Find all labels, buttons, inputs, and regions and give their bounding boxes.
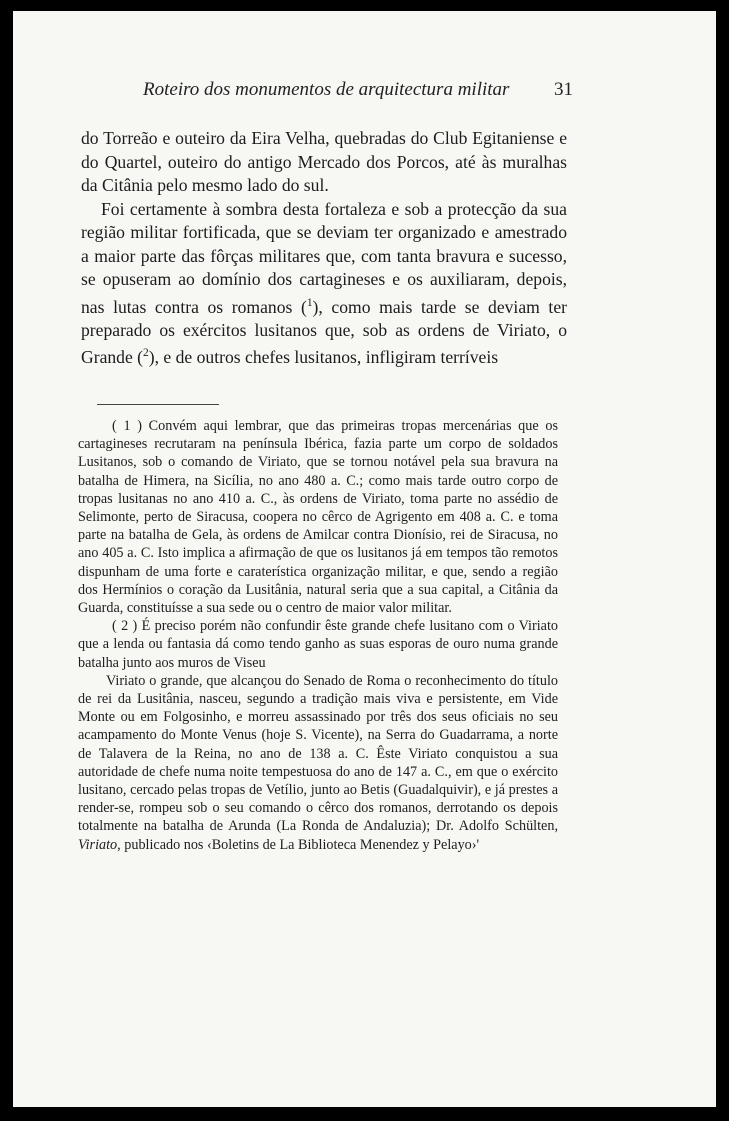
- running-title: Roteiro dos monumentos de arquitectura militar: [143, 79, 510, 100]
- footnote-divider: [97, 404, 219, 405]
- main-text: [81, 127, 567, 370]
- footnote-ref: 2: [143, 347, 149, 360]
- footnote: ( 2 ) É preciso porém não confundir êste grande chefe lusitano com o Viriato que a lenda ou fantasia dá como tendo ganho as suas esporas de ouro numa grande batalha junto aos muros de Viseu: [78, 618, 558, 671]
- running-header: [143, 79, 573, 101]
- footnote-text: , publicado nos ‹Boletins de La Biblioteca Menendez y Pelayo›': [117, 836, 480, 853]
- paragraph-text: ), como mais tarde se deviam ter preparado os exércitos lusitanos que, sob as ordens de Viriato, o Grande (: [81, 296, 567, 368]
- footnote: ( 1 ) Convém aqui lembrar, que das primeiras tropas mercenárias que os cartagineses recrutaram na península Ibérica, fazia parte um corpo de soldados Lusitanos, sob o comando de Viriato, que se tornou notável pela sua bravura na batalha de Himera, na Sicília, no ano 480 a. C.; como mais tarde outro corpo de tropas lusitanas no ano 410 a. C., às ordens de Viriato, toma parte no assédio de Selimonte, perto de Siracusa, coopera no cêrco de Agrigento em 408 a. C. e toma parte na batalha de Gela, às ordens de Amilcar contra Dionísio, rei de Siracusa, no ano 405 a. C. Isto implica a afirmação de que os lusitanos já em tempos tão remotos dispunham de uma forte e caraterística organização militar, e que, sendo a região dos Hermínios o coração da Lusitânia, natural seria que a sua capital, a Citânia da Guarda, constituísse a sua sede ou o centro de maior valor militar.: [78, 418, 558, 617]
- footnote-text: Viriato o grande, que alcançou do Senado de Roma o reconhecimento do título de rei da Lusitânia, nasceu, segundo a tradição mais viva e persistente, em Vide Monte ou em Folgosinho, e morreu assassinado por três dos seus oficiais no seu acampamento do Monte Venus (hoje S. Vicente), na Serra do Guadarrama, a norte de Talavera de la Reina, no ano de 138 a. C. Êste Viriato conquistou a sua autoridade de chefe numa noite tempestuosa do ano de 147 a. C., em que o exército lusitano, cercado pelas tropas de Vetílio, junto ao Betis (Guadalquivir), e já prestes a render-se, rompeu sob o seu comando o cêrco dos romanos, derrotando os depois totalmente na batalha de Arunda (La Ronda de Andaluzia); Dr. Adolfo Schülten,: [78, 672, 558, 835]
- book-title: Viriato: [78, 836, 118, 853]
- book-page: [13, 11, 716, 1107]
- footnote-ref: 1: [306, 296, 313, 309]
- footnote-continuation: [78, 672, 558, 854]
- paragraph: [81, 198, 567, 370]
- paragraph-text: ), e de outros chefes lusitanos, infligiram terríveis: [148, 347, 499, 368]
- footnotes: [78, 417, 558, 854]
- page-number: 31: [554, 79, 573, 100]
- paragraph-text: Foi certamente à sombra desta fortaleza e sob a protecção da sua região militar fortificada, que se deviam ter organizado e amestrado a maior parte das fôrças militares que, com tanta bravura e sucesso, se opuseram ao domínio dos cartagineses e os auxiliaram, depois, nas lutas contra os romanos (: [81, 198, 567, 317]
- paragraph: do Torreão e outeiro da Eira Velha, quebradas do Club Egitaniense e do Quartel, outeiro do antigo Mercado dos Porcos, até às muralhas da Citânia pelo mesmo lado do sul.: [81, 128, 567, 195]
